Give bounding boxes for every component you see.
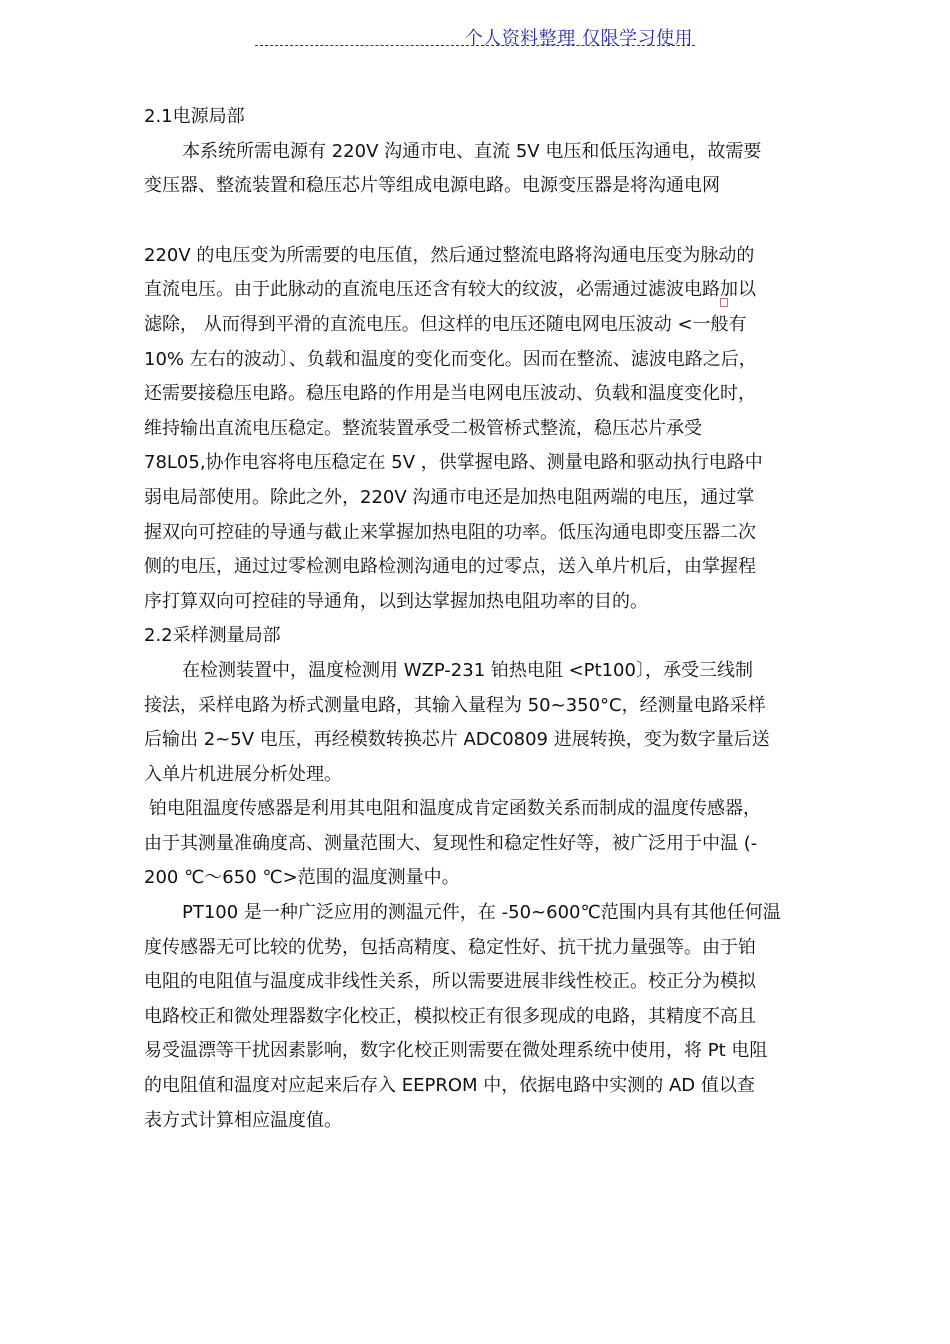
text-line: PT100 是一种广泛应用的测温元件，在 -50~600℃范围内具有其他任何温 bbox=[182, 902, 781, 924]
paragraph-power-intro bbox=[144, 135, 820, 204]
text-line: 握双向可控硅的导通与截止来掌握加热电阻的功率。低压沟通电即变压器二次 bbox=[144, 521, 756, 543]
text-line: 还需要接稳压电路。稳压电路的作用是当电网电压波动、负载和温度变化时， bbox=[144, 383, 756, 405]
paragraph-power-detail bbox=[144, 239, 820, 620]
text-line: 弱电局部使用。除此之外，220V 沟通市电还是加热电阻两端的电压，通过掌 bbox=[144, 486, 755, 508]
header-text[interactable]: 个人资料整理 仅限学习使用 bbox=[464, 28, 693, 49]
page-header bbox=[255, 22, 695, 48]
text-line: 铂电阻温度传感器是利用其电阻和温度成肯定函数关系而制成的温度传感器， bbox=[149, 798, 761, 820]
text-line: 电路校正和微处理器数字化校正，模拟校正有很多现成的电路，其精度不高且 bbox=[144, 1005, 756, 1027]
text-line: 侧的电压，通过过零检测电路检测沟通电的过零点，送入单片机后，由掌握程 bbox=[144, 556, 756, 578]
text-line: 易受温漂等干扰因素影响，数字化校正则需要在微处理系统中使用，将 Pt 电阻 bbox=[144, 1040, 768, 1062]
text-line: 接法，采样电路为桥式测量电路，其输入量程为 50~350°C，经测量电路采样 bbox=[144, 694, 766, 716]
blank-line bbox=[144, 204, 820, 239]
text-line: 入单片机进展分析处理。 bbox=[144, 763, 342, 785]
text-line: 200 ℃～650 ℃>范围的温度测量中。 bbox=[144, 867, 460, 889]
section-heading-sampling: 2.2采样测量局部 bbox=[144, 625, 281, 647]
text-line: 表方式计算相应温度值。 bbox=[144, 1109, 342, 1131]
paragraph-sampling-intro bbox=[144, 654, 820, 792]
text-line: 后输出 2~5V 电压，再经模数转换芯片 ADC0809 进展转换，变为数字量后送 bbox=[144, 729, 770, 751]
text-line: 滤除， 从而得到平滑的直流电压。但这样的电压还随电网电压波动 <一般有 bbox=[144, 313, 747, 335]
section-heading-power: 2.1电源局部 bbox=[144, 106, 245, 127]
paragraph-rtd-sensor bbox=[144, 792, 820, 896]
text-line: 220V 的电压变为所需要的电压值，然后通过整流电路将沟通电压变为脉动的 bbox=[144, 244, 755, 266]
text-line: 78L05,协作电容将电压稳定在 5V ，供掌握电路、测量电路和驱动执行电路中 bbox=[144, 452, 763, 474]
document-body bbox=[144, 100, 820, 1138]
text-line: 10% 左右的波动〕、负载和温度的变化而变化。因而在整流、滤波电路之后， bbox=[144, 348, 757, 370]
text-line: 变压器、整流装置和稳压芯片等组成电源电路。电源变压器是将沟通电网 bbox=[144, 175, 720, 197]
text-line: 维持输出直流电压稳定。整流装置承受二极管桥式整流，稳压芯片承受 bbox=[144, 417, 702, 439]
paragraph-pt100 bbox=[144, 896, 820, 1138]
text-line: 由于其测量准确度高、测量范围大、复现性和稳定性好等，被广泛用于中温 (- bbox=[144, 832, 758, 854]
text-line: 度传感器无可比较的优势，包括高精度、稳定性好、抗干扰力量强等。由于铂 bbox=[144, 936, 756, 958]
text-line: 直流电压。由于此脉动的直流电压还含有较大的纹波，必需通过滤波电路加以 bbox=[144, 279, 756, 301]
text-line: 在检测装置中，温度检测用 WZP-231 铂热电阻 <Pt100〕，承受三线制 bbox=[182, 659, 753, 681]
text-line: 本系统所需电源有 220V 沟通市电、直流 5V 电压和低压沟通电，故需要 bbox=[182, 140, 762, 162]
text-line: 的电阻值和温度对应起来后存入 EEPROM 中，依据电路中实测的 AD 值以查 bbox=[144, 1075, 755, 1097]
text-line: 序打算双向可控硅的导通角，以到达掌握加热电阻功率的目的。 bbox=[144, 590, 648, 612]
text-line: 电阻的电阻值与温度成非线性关系，所以需要进展非线性校正。校正分为模拟 bbox=[144, 971, 756, 993]
